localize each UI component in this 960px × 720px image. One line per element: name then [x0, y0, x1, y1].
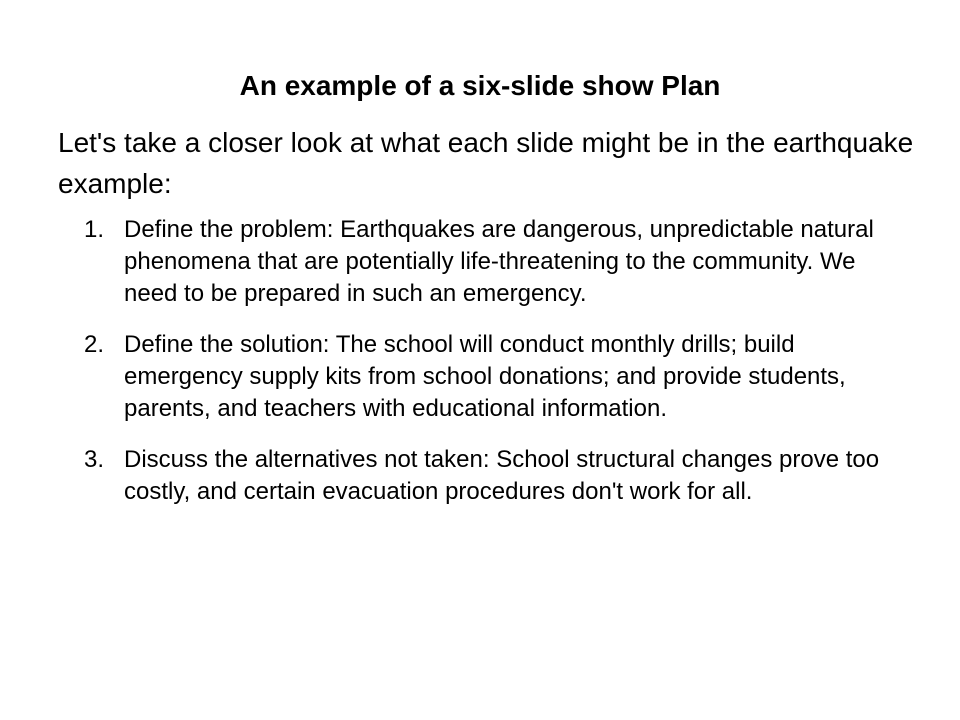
list-item: [84, 214, 884, 310]
steps-list: [84, 214, 884, 527]
list-item-number: 3.: [84, 446, 105, 473]
list-item: [84, 444, 884, 508]
list-item: [84, 329, 884, 425]
list-item-text: Define the problem: Earthquakes are dangerous, unpredictable natural phenomena that are potentially life-threatening to the community. We need to be prepared in such an emergency.: [124, 216, 874, 307]
list-item-text: Define the solution: The school will conduct monthly drills; build emergency supply kits from school donations; and provide students, parents, and teachers with educational information.: [124, 331, 846, 422]
list-item-number: 1.: [84, 216, 105, 243]
list-item-number: 2.: [84, 331, 105, 358]
list-item-text: Discuss the alternatives not taken: School structural changes prove too costly, and certain evacuation procedures don't work for all.: [124, 446, 880, 505]
slide-title: An example of a six-slide show Plan: [239, 70, 721, 101]
intro-text: Let's take a closer look at what each slide might be in the earthquake example:: [58, 127, 914, 199]
